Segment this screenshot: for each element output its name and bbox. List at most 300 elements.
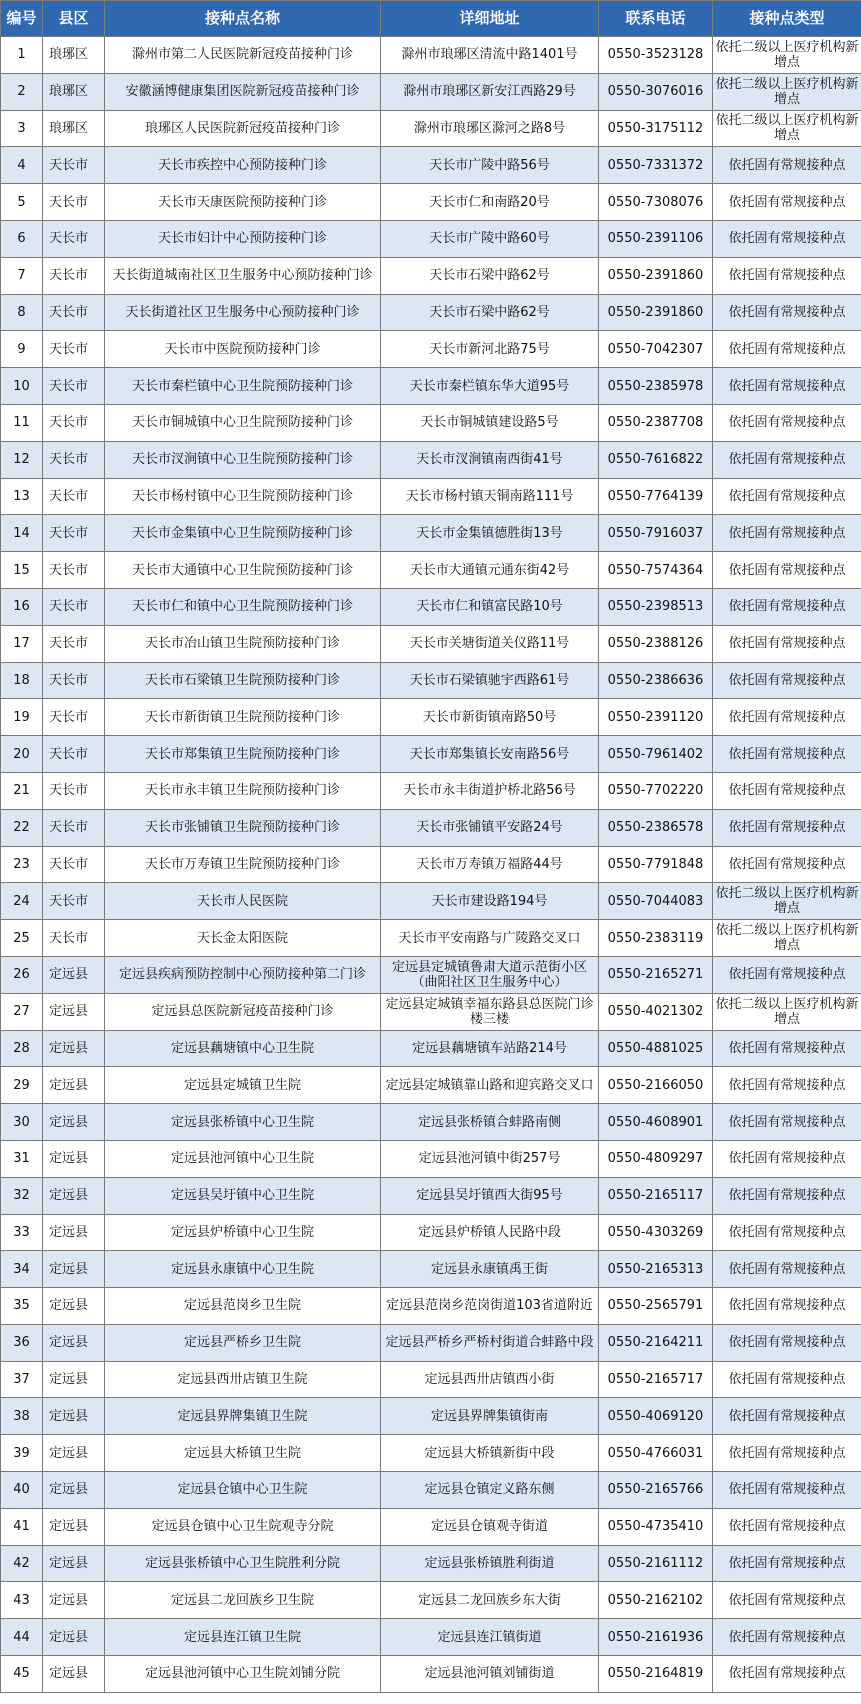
cell-phone: 0550-7044083 <box>599 883 713 920</box>
cell-index: 11 <box>1 404 43 441</box>
cell-site-type: 依托固有常规接种点 <box>713 404 861 441</box>
cell-index: 2 <box>1 73 43 110</box>
cell-site-name: 天长市永丰镇卫生院预防接种门诊 <box>105 772 381 809</box>
cell-index: 30 <box>1 1104 43 1141</box>
cell-site-name: 天长市铜城镇中心卫生院预防接种门诊 <box>105 404 381 441</box>
cell-address: 天长市石梁中路62号 <box>381 257 599 294</box>
cell-index: 32 <box>1 1177 43 1214</box>
cell-index: 15 <box>1 552 43 589</box>
cell-county: 天长市 <box>43 588 105 625</box>
cell-site-type: 依托固有常规接种点 <box>713 1361 861 1398</box>
cell-phone: 0550-4069120 <box>599 1398 713 1435</box>
cell-site-name: 天长市万寿镇卫生院预防接种门诊 <box>105 846 381 883</box>
cell-county: 天长市 <box>43 184 105 221</box>
cell-address: 滁州市琅琊区清流中路1401号 <box>381 37 599 74</box>
cell-phone: 0550-7574364 <box>599 552 713 589</box>
cell-address: 天长市建设路194号 <box>381 883 599 920</box>
cell-site-name: 天长市汊涧镇中心卫生院预防接种门诊 <box>105 441 381 478</box>
cell-site-type: 依托固有常规接种点 <box>713 478 861 515</box>
table-row <box>1 1361 861 1398</box>
cell-address: 天长市铜城镇建设路5号 <box>381 404 599 441</box>
cell-address: 天长市秦栏镇东华大道95号 <box>381 368 599 405</box>
cell-site-type: 依托固有常规接种点 <box>713 1545 861 1582</box>
cell-site-name: 定远县池河镇中心卫生院 <box>105 1140 381 1177</box>
cell-index: 22 <box>1 809 43 846</box>
cell-address: 定远县仓镇观寺街道 <box>381 1508 599 1545</box>
table-row <box>1 147 861 184</box>
cell-index: 4 <box>1 147 43 184</box>
cell-phone: 0550-4881025 <box>599 1030 713 1067</box>
cell-address: 定远县炉桥镇人民路中段 <box>381 1214 599 1251</box>
cell-site-type: 依托固有常规接种点 <box>713 1177 861 1214</box>
cell-county: 定远县 <box>43 1398 105 1435</box>
cell-index: 34 <box>1 1251 43 1288</box>
cell-site-name: 定远县范岗乡卫生院 <box>105 1288 381 1325</box>
cell-index: 16 <box>1 588 43 625</box>
cell-index: 12 <box>1 441 43 478</box>
header-site-name: 接种点名称 <box>105 1 381 37</box>
cell-phone: 0550-7791848 <box>599 846 713 883</box>
table-row <box>1 1214 861 1251</box>
cell-address: 定远县西卅店镇西小街 <box>381 1361 599 1398</box>
cell-index: 33 <box>1 1214 43 1251</box>
header-row <box>1 1 861 37</box>
cell-site-name: 定远县永康镇中心卫生院 <box>105 1251 381 1288</box>
cell-phone: 0550-2166050 <box>599 1067 713 1104</box>
cell-site-name: 天长市仁和镇中心卫生院预防接种门诊 <box>105 588 381 625</box>
cell-site-name: 天长市冶山镇卫生院预防接种门诊 <box>105 625 381 662</box>
cell-address: 天长市郑集镇长安南路56号 <box>381 736 599 773</box>
cell-phone: 0550-2165271 <box>599 956 713 993</box>
cell-site-name: 定远县定城镇卫生院 <box>105 1067 381 1104</box>
cell-address: 定远县定城镇鲁肃大道示范街小区（曲阳社区卫生服务中心） <box>381 956 599 993</box>
cell-site-name: 定远县大桥镇卫生院 <box>105 1435 381 1472</box>
cell-site-type: 依托固有常规接种点 <box>713 1619 861 1656</box>
cell-site-type: 依托二级以上医疗机构新增点 <box>713 110 861 147</box>
cell-site-type: 依托固有常规接种点 <box>713 1398 861 1435</box>
cell-site-type: 依托二级以上医疗机构新增点 <box>713 920 861 957</box>
cell-index: 29 <box>1 1067 43 1104</box>
table-row <box>1 920 861 957</box>
cell-address: 天长市新河北路75号 <box>381 331 599 368</box>
cell-index: 39 <box>1 1435 43 1472</box>
cell-site-type: 依托固有常规接种点 <box>713 552 861 589</box>
cell-address: 定远县严桥乡严桥村街道合蚌路中段 <box>381 1324 599 1361</box>
cell-county: 定远县 <box>43 1508 105 1545</box>
table-row <box>1 1508 861 1545</box>
cell-county: 天长市 <box>43 552 105 589</box>
cell-index: 21 <box>1 772 43 809</box>
cell-site-name: 天长市杨村镇中心卫生院预防接种门诊 <box>105 478 381 515</box>
cell-site-type: 依托二级以上医疗机构新增点 <box>713 37 861 74</box>
cell-phone: 0550-3523128 <box>599 37 713 74</box>
cell-phone: 0550-2565791 <box>599 1288 713 1325</box>
cell-site-type: 依托固有常规接种点 <box>713 1067 861 1104</box>
cell-phone: 0550-2165766 <box>599 1472 713 1509</box>
cell-county: 天长市 <box>43 147 105 184</box>
cell-site-name: 天长街道社区卫生服务中心预防接种门诊 <box>105 294 381 331</box>
cell-county: 天长市 <box>43 294 105 331</box>
table-row <box>1 1324 861 1361</box>
table-row <box>1 809 861 846</box>
table-row <box>1 1177 861 1214</box>
cell-address: 天长市大通镇元通东街42号 <box>381 552 599 589</box>
table-body <box>1 37 861 1693</box>
cell-index: 13 <box>1 478 43 515</box>
table-row <box>1 1030 861 1067</box>
cell-site-type: 依托二级以上医疗机构新增点 <box>713 993 861 1030</box>
cell-site-name: 定远县张桥镇中心卫生院 <box>105 1104 381 1141</box>
cell-index: 31 <box>1 1140 43 1177</box>
cell-index: 26 <box>1 956 43 993</box>
cell-site-type: 依托固有常规接种点 <box>713 1324 861 1361</box>
cell-index: 43 <box>1 1582 43 1619</box>
cell-index: 20 <box>1 736 43 773</box>
cell-address: 定远县大桥镇新街中段 <box>381 1435 599 1472</box>
cell-site-name: 定远县炉桥镇中心卫生院 <box>105 1214 381 1251</box>
table-row <box>1 294 861 331</box>
cell-index: 41 <box>1 1508 43 1545</box>
cell-phone: 0550-2386636 <box>599 662 713 699</box>
table-row <box>1 1582 861 1619</box>
cell-site-name: 定远县严桥乡卫生院 <box>105 1324 381 1361</box>
cell-site-type: 依托固有常规接种点 <box>713 1472 861 1509</box>
cell-site-type: 依托固有常规接种点 <box>713 184 861 221</box>
cell-site-name: 定远县界牌集镇卫生院 <box>105 1398 381 1435</box>
cell-site-name: 定远县二龙回族乡卫生院 <box>105 1582 381 1619</box>
cell-address: 定远县张桥镇合蚌路南侧 <box>381 1104 599 1141</box>
cell-site-name: 天长市张铺镇卫生院预防接种门诊 <box>105 809 381 846</box>
cell-site-type: 依托固有常规接种点 <box>713 368 861 405</box>
cell-county: 定远县 <box>43 1251 105 1288</box>
cell-site-name: 安徽涵博健康集团医院新冠疫苗接种门诊 <box>105 73 381 110</box>
cell-site-name: 定远县仓镇中心卫生院 <box>105 1472 381 1509</box>
cell-site-name: 天长街道城南社区卫生服务中心预防接种门诊 <box>105 257 381 294</box>
cell-site-name: 天长市疾控中心预防接种门诊 <box>105 147 381 184</box>
cell-site-name: 定远县疾病预防控制中心预防接种第二门诊 <box>105 956 381 993</box>
cell-site-type: 依托固有常规接种点 <box>713 588 861 625</box>
cell-county: 定远县 <box>43 1361 105 1398</box>
cell-address: 天长市石梁中路62号 <box>381 294 599 331</box>
cell-county: 天长市 <box>43 772 105 809</box>
cell-site-type: 依托固有常规接种点 <box>713 515 861 552</box>
table-header <box>1 1 861 37</box>
cell-site-type: 依托固有常规接种点 <box>713 220 861 257</box>
cell-index: 5 <box>1 184 43 221</box>
cell-site-name: 定远县藕塘镇中心卫生院 <box>105 1030 381 1067</box>
cell-phone: 0550-7331372 <box>599 147 713 184</box>
table-row <box>1 441 861 478</box>
cell-phone: 0550-4735410 <box>599 1508 713 1545</box>
cell-address: 定远县界牌集镇街南 <box>381 1398 599 1435</box>
cell-site-type: 依托固有常规接种点 <box>713 294 861 331</box>
cell-site-name: 天长市秦栏镇中心卫生院预防接种门诊 <box>105 368 381 405</box>
cell-county: 天长市 <box>43 736 105 773</box>
cell-site-type: 依托固有常规接种点 <box>713 1288 861 1325</box>
table-row <box>1 1398 861 1435</box>
table-row <box>1 368 861 405</box>
cell-phone: 0550-4766031 <box>599 1435 713 1472</box>
cell-address: 定远县永康镇禹王街 <box>381 1251 599 1288</box>
cell-phone: 0550-7916037 <box>599 515 713 552</box>
cell-county: 天长市 <box>43 404 105 441</box>
cell-address: 天长市永丰街道护桥北路56号 <box>381 772 599 809</box>
cell-county: 定远县 <box>43 1177 105 1214</box>
cell-address: 天长市金集镇德胜街13号 <box>381 515 599 552</box>
cell-phone: 0550-2164211 <box>599 1324 713 1361</box>
cell-address: 天长市杨村镇天铜南路111号 <box>381 478 599 515</box>
header-index: 编号 <box>1 1 43 37</box>
cell-phone: 0550-4021302 <box>599 993 713 1030</box>
cell-site-name: 定远县池河镇中心卫生院刘铺分院 <box>105 1656 381 1693</box>
cell-site-name: 定远县总医院新冠疫苗接种门诊 <box>105 993 381 1030</box>
cell-site-name: 琅琊区人民医院新冠疫苗接种门诊 <box>105 110 381 147</box>
cell-site-name: 定远县西卅店镇卫生院 <box>105 1361 381 1398</box>
cell-site-type: 依托二级以上医疗机构新增点 <box>713 883 861 920</box>
cell-address: 定远县藕塘镇车站路214号 <box>381 1030 599 1067</box>
table-row <box>1 1435 861 1472</box>
cell-site-type: 依托固有常规接种点 <box>713 1214 861 1251</box>
cell-index: 35 <box>1 1288 43 1325</box>
cell-county: 定远县 <box>43 1545 105 1582</box>
cell-county: 琅琊区 <box>43 110 105 147</box>
cell-index: 28 <box>1 1030 43 1067</box>
table-row <box>1 588 861 625</box>
cell-index: 24 <box>1 883 43 920</box>
cell-site-type: 依托固有常规接种点 <box>713 331 861 368</box>
cell-index: 40 <box>1 1472 43 1509</box>
cell-index: 18 <box>1 662 43 699</box>
cell-county: 定远县 <box>43 1140 105 1177</box>
cell-county: 天长市 <box>43 220 105 257</box>
table-row <box>1 220 861 257</box>
table-row <box>1 772 861 809</box>
cell-county: 定远县 <box>43 1324 105 1361</box>
cell-site-type: 依托固有常规接种点 <box>713 1508 861 1545</box>
cell-site-name: 天长市妇计中心预防接种门诊 <box>105 220 381 257</box>
table-row <box>1 1140 861 1177</box>
table-row <box>1 552 861 589</box>
cell-site-name: 定远县吴圩镇中心卫生院 <box>105 1177 381 1214</box>
cell-site-type: 依托固有常规接种点 <box>713 736 861 773</box>
cell-phone: 0550-2391106 <box>599 220 713 257</box>
cell-address: 定远县定城镇靠山路和迎宾路交叉口 <box>381 1067 599 1104</box>
cell-site-name: 天长市人民医院 <box>105 883 381 920</box>
header-county: 县区 <box>43 1 105 37</box>
cell-index: 3 <box>1 110 43 147</box>
cell-phone: 0550-7308076 <box>599 184 713 221</box>
cell-index: 37 <box>1 1361 43 1398</box>
cell-county: 定远县 <box>43 993 105 1030</box>
cell-address: 天长市万寿镇万福路44号 <box>381 846 599 883</box>
cell-site-type: 依托固有常规接种点 <box>713 846 861 883</box>
cell-site-type: 依托固有常规接种点 <box>713 1030 861 1067</box>
cell-site-type: 依托固有常规接种点 <box>713 1582 861 1619</box>
cell-phone: 0550-4608901 <box>599 1104 713 1141</box>
cell-site-name: 天长市大通镇中心卫生院预防接种门诊 <box>105 552 381 589</box>
cell-phone: 0550-2161936 <box>599 1619 713 1656</box>
cell-phone: 0550-2391120 <box>599 699 713 736</box>
cell-site-name: 天长金太阳医院 <box>105 920 381 957</box>
cell-county: 天长市 <box>43 625 105 662</box>
cell-county: 天长市 <box>43 662 105 699</box>
cell-county: 定远县 <box>43 1214 105 1251</box>
cell-phone: 0550-7961402 <box>599 736 713 773</box>
header-phone: 联系电话 <box>599 1 713 37</box>
cell-site-type: 依托固有常规接种点 <box>713 809 861 846</box>
cell-site-type: 依托固有常规接种点 <box>713 625 861 662</box>
cell-site-type: 依托固有常规接种点 <box>713 699 861 736</box>
cell-county: 定远县 <box>43 1288 105 1325</box>
cell-site-name: 天长市中医院预防接种门诊 <box>105 331 381 368</box>
cell-phone: 0550-2398513 <box>599 588 713 625</box>
table-row <box>1 478 861 515</box>
cell-county: 定远县 <box>43 1030 105 1067</box>
cell-county: 天长市 <box>43 257 105 294</box>
cell-phone: 0550-4809297 <box>599 1140 713 1177</box>
cell-county: 琅琊区 <box>43 37 105 74</box>
cell-site-type: 依托固有常规接种点 <box>713 441 861 478</box>
cell-site-name: 定远县连江镇卫生院 <box>105 1619 381 1656</box>
cell-address: 定远县吴圩镇西大街95号 <box>381 1177 599 1214</box>
cell-phone: 0550-2162102 <box>599 1582 713 1619</box>
table-row <box>1 110 861 147</box>
cell-address: 天长市仁和镇富民路10号 <box>381 588 599 625</box>
cell-county: 定远县 <box>43 1656 105 1693</box>
cell-phone: 0550-2165717 <box>599 1361 713 1398</box>
cell-phone: 0550-2391860 <box>599 294 713 331</box>
cell-index: 8 <box>1 294 43 331</box>
cell-county: 定远县 <box>43 956 105 993</box>
cell-site-name: 定远县仓镇中心卫生院观寺分院 <box>105 1508 381 1545</box>
cell-address: 天长市广陵中路60号 <box>381 220 599 257</box>
cell-address: 定远县池河镇中街257号 <box>381 1140 599 1177</box>
cell-site-type: 依托固有常规接种点 <box>713 147 861 184</box>
cell-site-type: 依托固有常规接种点 <box>713 1104 861 1141</box>
cell-county: 天长市 <box>43 478 105 515</box>
cell-site-type: 依托固有常规接种点 <box>713 1656 861 1693</box>
cell-address: 天长市平安南路与广陵路交叉口 <box>381 920 599 957</box>
cell-address: 定远县池河镇刘铺街道 <box>381 1656 599 1693</box>
cell-index: 38 <box>1 1398 43 1435</box>
cell-phone: 0550-7042307 <box>599 331 713 368</box>
cell-address: 定远县二龙回族乡东大街 <box>381 1582 599 1619</box>
cell-phone: 0550-2385978 <box>599 368 713 405</box>
cell-site-type: 依托固有常规接种点 <box>713 1251 861 1288</box>
table-row <box>1 515 861 552</box>
cell-site-type: 依托固有常规接种点 <box>713 257 861 294</box>
cell-index: 36 <box>1 1324 43 1361</box>
cell-index: 42 <box>1 1545 43 1582</box>
cell-site-name: 天长市新街镇卫生院预防接种门诊 <box>105 699 381 736</box>
cell-phone: 0550-7616822 <box>599 441 713 478</box>
table-row <box>1 331 861 368</box>
table-row <box>1 956 861 993</box>
cell-site-name: 天长市金集镇中心卫生院预防接种门诊 <box>105 515 381 552</box>
cell-phone: 0550-2388126 <box>599 625 713 662</box>
cell-phone: 0550-2164819 <box>599 1656 713 1693</box>
cell-county: 天长市 <box>43 368 105 405</box>
table-row <box>1 993 861 1030</box>
cell-site-name: 天长市郑集镇卫生院预防接种门诊 <box>105 736 381 773</box>
cell-phone: 0550-2165313 <box>599 1251 713 1288</box>
cell-site-type: 依托固有常规接种点 <box>713 1140 861 1177</box>
cell-index: 9 <box>1 331 43 368</box>
header-site-type: 接种点类型 <box>713 1 861 37</box>
table-row <box>1 1288 861 1325</box>
cell-county: 定远县 <box>43 1435 105 1472</box>
cell-phone: 0550-2386578 <box>599 809 713 846</box>
cell-index: 7 <box>1 257 43 294</box>
cell-phone: 0550-2387708 <box>599 404 713 441</box>
table-row <box>1 883 861 920</box>
cell-phone: 0550-7764139 <box>599 478 713 515</box>
table-row <box>1 1104 861 1141</box>
cell-site-type: 依托固有常规接种点 <box>713 662 861 699</box>
cell-address: 天长市仁和南路20号 <box>381 184 599 221</box>
cell-site-name: 滁州市第二人民医院新冠疫苗接种门诊 <box>105 37 381 74</box>
cell-index: 45 <box>1 1656 43 1693</box>
cell-county: 定远县 <box>43 1104 105 1141</box>
cell-site-type: 依托固有常规接种点 <box>713 956 861 993</box>
cell-index: 19 <box>1 699 43 736</box>
cell-address: 定远县张桥镇胜利街道 <box>381 1545 599 1582</box>
cell-county: 天长市 <box>43 883 105 920</box>
table-row <box>1 699 861 736</box>
header-address: 详细地址 <box>381 1 599 37</box>
table-row <box>1 257 861 294</box>
cell-county: 天长市 <box>43 809 105 846</box>
table-row <box>1 404 861 441</box>
cell-phone: 0550-2165117 <box>599 1177 713 1214</box>
cell-county: 天长市 <box>43 920 105 957</box>
cell-county: 天长市 <box>43 441 105 478</box>
cell-site-name: 定远县张桥镇中心卫生院胜利分院 <box>105 1545 381 1582</box>
table-row <box>1 1251 861 1288</box>
table-row <box>1 662 861 699</box>
cell-address: 定远县定城镇幸福东路县总医院门诊楼三楼 <box>381 993 599 1030</box>
cell-index: 27 <box>1 993 43 1030</box>
cell-county: 定远县 <box>43 1619 105 1656</box>
cell-address: 天长市关塘街道关仪路11号 <box>381 625 599 662</box>
cell-site-type: 依托二级以上医疗机构新增点 <box>713 73 861 110</box>
table-row <box>1 736 861 773</box>
cell-site-name: 天长市天康医院预防接种门诊 <box>105 184 381 221</box>
cell-phone: 0550-3175112 <box>599 110 713 147</box>
table-row <box>1 1619 861 1656</box>
cell-address: 天长市广陵中路56号 <box>381 147 599 184</box>
cell-index: 10 <box>1 368 43 405</box>
cell-index: 17 <box>1 625 43 662</box>
cell-index: 1 <box>1 37 43 74</box>
cell-address: 天长市张铺镇平安路24号 <box>381 809 599 846</box>
cell-county: 天长市 <box>43 699 105 736</box>
cell-county: 天长市 <box>43 846 105 883</box>
cell-county: 琅琊区 <box>43 73 105 110</box>
cell-index: 6 <box>1 220 43 257</box>
cell-address: 定远县连江镇街道 <box>381 1619 599 1656</box>
cell-site-type: 依托固有常规接种点 <box>713 772 861 809</box>
cell-phone: 0550-7702220 <box>599 772 713 809</box>
cell-phone: 0550-3076016 <box>599 73 713 110</box>
table-row <box>1 1067 861 1104</box>
table-row <box>1 1545 861 1582</box>
cell-address: 滁州市琅琊区滁河之路8号 <box>381 110 599 147</box>
cell-county: 天长市 <box>43 515 105 552</box>
table-row <box>1 846 861 883</box>
cell-address: 定远县仓镇定义路东侧 <box>381 1472 599 1509</box>
cell-phone: 0550-2383119 <box>599 920 713 957</box>
